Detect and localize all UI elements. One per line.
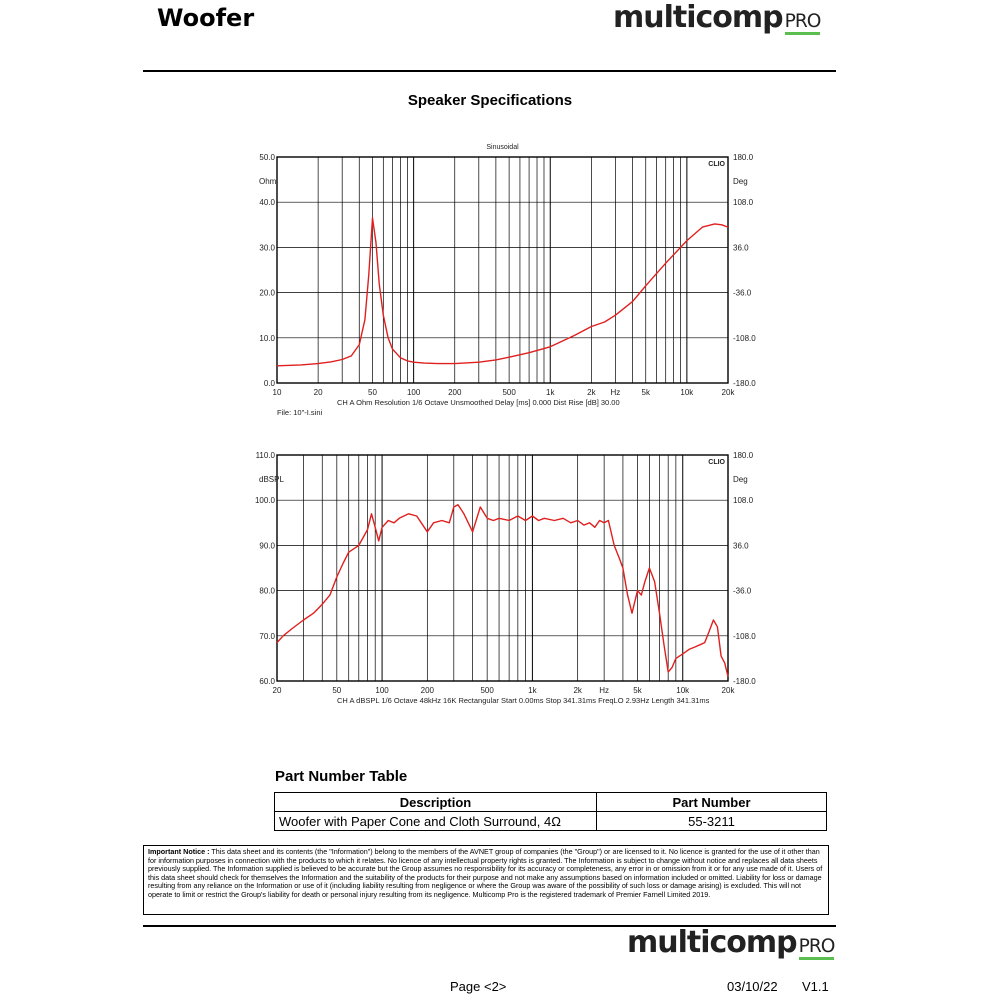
important-notice	[143, 845, 829, 915]
notice-text: This data sheet and its contents (the "Information") belong to the members of the AVNET group of companies (the "Group") or are licensed to it. No licence is granted for the use of it other than for information purposes in connection with the products to which it relates. No licence of any intellectual property rights is granted. The Information is subject to change without notice and replaces all data sheets previously supplied. The Information supplied is believed to be accurate but the Group assumes no responsibility for its accuracy or completeness, any error in or omission from it or for any use made of it. Users of this data sheet should check for themselves the Information and the suitability of the products for their purpose and not make any assumptions based on information included or omitted. Liability for loss or damage resulting from any reliance on the Information or use of it (including liability resulting from negligence or where the Group was aware of the possibility of such loss or damage arising) is excluded. This will not operate to limit or restrict the Group's liability for death or personal injury resulting from its negligence. Multicomp Pro is the registered trademark of Premier Farnell Limited 2019.	[148, 847, 823, 899]
x-tick-label: 50	[332, 686, 342, 695]
y-unit-label: Ohm	[259, 177, 277, 186]
column-header-description: Description	[275, 793, 597, 812]
chart-footer: CH A Ohm Resolution 1/6 Octave Unsmoothed Delay [ms] 0.000 Dist Rise [dB] 30.00	[337, 398, 620, 407]
x-tick-label: 20k	[721, 686, 735, 695]
spl-chart	[240, 436, 760, 716]
y-tick-label: 0.0	[263, 379, 275, 388]
footer-brand-logo	[627, 925, 834, 960]
y-tick-label: 30.0	[259, 243, 275, 253]
x-tick-label: 100	[406, 388, 421, 397]
x-tick-label: 5k	[641, 388, 650, 397]
logo-main-text: multicomp	[613, 0, 783, 35]
y-right-tick-label: 180.0	[733, 451, 754, 460]
y-right-tick-label: -180.0	[733, 677, 756, 686]
chart-footer: CH A dBSPL 1/6 Octave 48kHz 16K Rectangular Start 0.00ms Stop 341.31ms FreqLO 2.93Hz Length 341.31ms	[337, 696, 710, 705]
x-tick-label: 500	[480, 686, 494, 695]
y-right-tick-label: 108.0	[733, 496, 754, 506]
part-number-table	[274, 792, 827, 831]
y-right-tick-label: 36.0	[733, 243, 749, 253]
y-right-tick-label: -180.0	[733, 379, 756, 388]
x-tick-label: 200	[448, 388, 462, 397]
document-date: 03/10/22	[727, 979, 778, 994]
notice-label: Important Notice :	[148, 847, 210, 856]
plot-frame	[277, 455, 728, 681]
y-tick-label: 50.0	[259, 153, 275, 162]
y-tick-label: 70.0	[259, 631, 275, 641]
impedance-chart	[240, 138, 760, 418]
page-number: Page <2>	[450, 979, 507, 994]
y-right-tick-label: -36.0	[733, 288, 752, 298]
y-right-tick-label: -36.0	[733, 586, 752, 596]
data-series-line	[277, 218, 728, 366]
footer-logo-main-text: multicomp	[627, 925, 797, 960]
x-tick-label: 20	[272, 686, 282, 695]
x-tick-label: 100	[375, 686, 389, 695]
y-right-tick-label: -108.0	[733, 631, 756, 641]
x-tick-label: Hz	[610, 388, 621, 397]
table-row	[275, 812, 827, 831]
x-tick-label: 2k	[573, 686, 582, 695]
y-tick-label: 20.0	[259, 288, 275, 298]
x-tick-label: 1k	[546, 388, 555, 397]
description-cell: Woofer with Paper Cone and Cloth Surround, 4Ω	[275, 812, 597, 831]
y-unit-label: dBSPL	[259, 475, 284, 484]
y-tick-label: 40.0	[259, 198, 275, 208]
x-tick-label: 500	[502, 388, 516, 397]
document-version: V1.1	[802, 979, 829, 994]
x-tick-label: 200	[420, 686, 435, 695]
column-header-part-number: Part Number	[597, 793, 827, 812]
x-tick-label: 50	[368, 388, 377, 397]
footer-logo-pro-text: PRO	[798, 936, 835, 957]
y-tick-label: 110.0	[255, 451, 275, 460]
x-tick-label: 10k	[680, 388, 694, 397]
part-number-cell: 55-3211	[597, 812, 827, 831]
document-title: Woofer	[157, 4, 255, 32]
header-rule	[143, 70, 836, 72]
y-right-tick-label: 108.0	[733, 198, 754, 208]
chart-file-label: File: 10"-I.sini	[277, 408, 323, 417]
x-tick-label: 5k	[633, 686, 642, 695]
x-tick-label: 10k	[676, 686, 690, 695]
section-heading: Speaker Specifications	[407, 92, 573, 109]
x-tick-label: 20	[313, 388, 323, 397]
y-tick-label: 60.0	[259, 677, 275, 686]
chart-brand: CLIO	[708, 459, 725, 466]
y-tick-label: 100.0	[254, 496, 275, 506]
y-right-unit-label: Deg	[733, 177, 748, 186]
x-tick-label: 20k	[721, 388, 735, 397]
brand-logo	[613, 0, 820, 35]
chart-brand: CLIO	[708, 161, 725, 168]
y-tick-label: 80.0	[259, 586, 275, 596]
x-tick-label: 2k	[587, 388, 596, 397]
y-right-tick-label: 180.0	[733, 153, 754, 162]
x-tick-label: 10	[272, 388, 282, 397]
y-right-tick-label: 36.0	[733, 541, 749, 551]
y-right-tick-label: -108.0	[733, 333, 756, 343]
chart-title: Sinusoidal	[486, 144, 519, 151]
y-tick-label: 90.0	[259, 541, 275, 551]
logo-pro-text: PRO	[784, 11, 821, 32]
x-tick-label: 1k	[528, 686, 537, 695]
y-right-unit-label: Deg	[733, 475, 748, 484]
part-number-title: Part Number Table	[275, 768, 408, 785]
y-tick-label: 10.0	[259, 333, 275, 343]
table-header-row	[275, 793, 827, 812]
x-tick-label: Hz	[599, 686, 610, 695]
